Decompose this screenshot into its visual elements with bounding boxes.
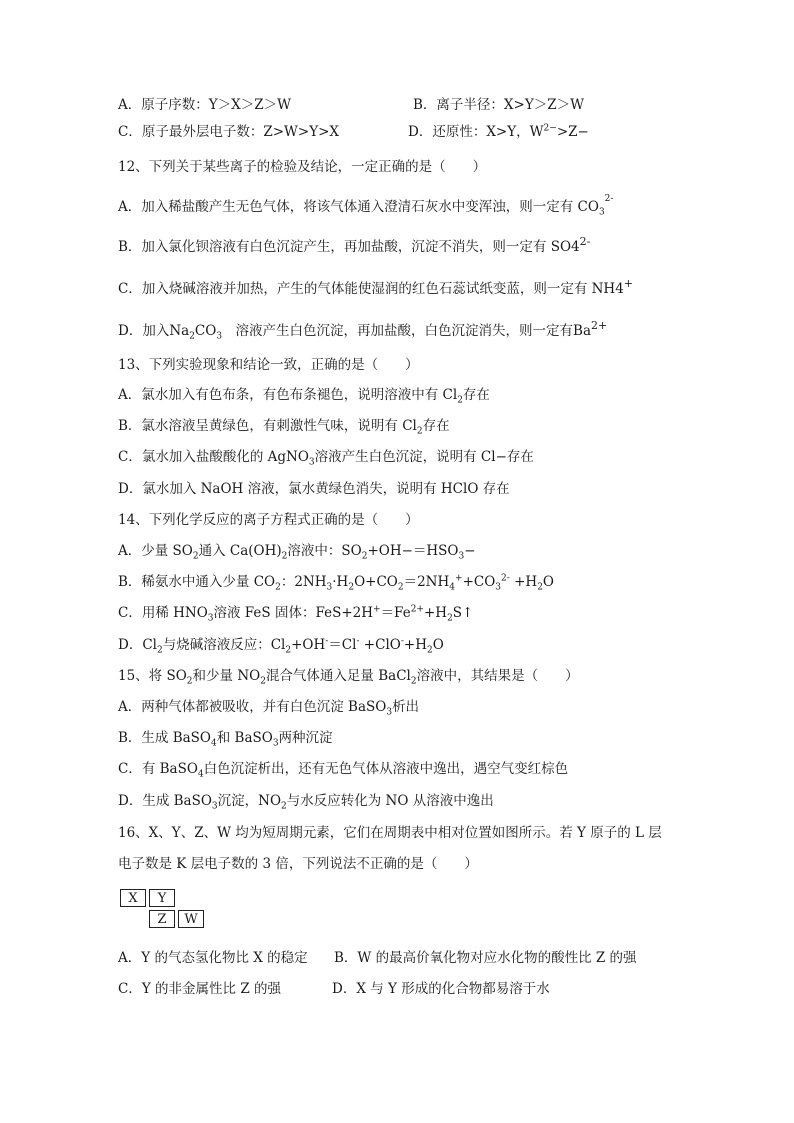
q16-option-a: A．Y 的气态氢化物比 X 的稳定 <box>118 950 308 966</box>
q13-option-d: D．氯水加入 NaOH 溶液，氯水黄绿色消失，说明有 HClO 存在 <box>118 481 510 497</box>
q15-option-a: A．两种气体都被吸收，并有白色沉淀 BaSO$_3$析出 <box>118 699 420 718</box>
q16-stem-line2: 电子数是 K 层电子数的 3 倍，下列说法不正确的是（ ） <box>118 856 478 872</box>
q15-stem: 15、将 $SO_2$和少量 $NO_2$混合气体通入足量 BaCl$_2$溶液中，其结果是（ ） <box>118 668 579 687</box>
q16-option-d: D．X 与 Y 形成的化合物都易溶于水 <box>332 981 550 997</box>
cell-x: X <box>120 889 146 907</box>
q12-option-b: B．加入氯化钡溶液有白色沉淀产生，再加盐酸，沉淀不消失，则一定有 $SO4^{2-}$ <box>118 235 591 255</box>
q12-option-d: D．加入$Na_2CO_3$ 溶液产生白色沉淀，再加盐酸，白色沉淀消失，则一定有$Ba^{2+}$ <box>118 319 608 342</box>
q13-option-b: B．氯水溶液呈黄绿色，有刺激性气味，说明有 $Cl_2$存在 <box>118 418 450 437</box>
q15-option-b: B．生成 BaSO$_4$和 BaSO$_3$两种沉淀 <box>118 730 333 749</box>
q14-stem: 14、下列化学反应的离子方程式正确的是（ ） <box>118 512 419 528</box>
q11-option-b: B．离子半径：X>Y＞Z＞W <box>413 97 585 113</box>
q14-option-d: D．$Cl_2$与烧碱溶液反应：$Cl_2+OH^-=Cl^- +ClO^-+H_2O$ <box>118 636 444 656</box>
q14-option-b: B．稀氨水中通入少量 $CO_2$：$2NH_3\cdot H_2O+CO_2=2NH_4^++CO_3^{2-} +H_2O$ <box>118 573 554 593</box>
q14-option-c: C．用稀 $HNO_3$溶液 FeS 固体：$FeS+2H^+=Fe^{2+}+H_2S↑$ <box>118 604 474 624</box>
q11-option-c: C．原子最外层电子数：Z>W>Y>X <box>118 124 340 140</box>
q12-stem: 12、下列关于某些离子的检验及结论，一定正确的是（ ） <box>118 159 487 175</box>
q15-option-d: D．生成 BaSO$_3$沉淀，$NO_2$与水反应转化为 NO 从溶液中逸出 <box>118 793 494 812</box>
q16-option-c: C．Y 的非金属性比 Z 的强 <box>118 981 281 997</box>
q15-option-c: C．有 BaSO$_4$白色沉淀析出，还有无色气体从溶液中逸出，遇空气变红棕色 <box>118 761 569 780</box>
q12-option-c: C．加入烧碱溶液并加热，产生的气体能使湿润的红色石蕊试纸变蓝，则一定有 NH4+ <box>118 277 634 297</box>
q16-stem-line1: 16、X、Y、Z、W 均为短周期元素，它们在周期表中相对位置如图所示。若 Y 原子的 L 层 <box>118 825 662 841</box>
q11-option-a: A．原子序数：Y＞X＞Z＞W <box>118 97 292 113</box>
q13-stem: 13、下列实验现象和结论一致，正确的是（ ） <box>118 357 419 373</box>
cell-z: Z <box>149 910 175 928</box>
q12-option-a: A．加入稀盐酸产生无色气体，将该气体通入澄清石灰水中变浑浊，则一定有 $CO_3^{2-}$ <box>118 194 614 218</box>
q13-option-a: A．氯水加入有色布条，有色布条褪色，说明溶液中有 $Cl_2$存在 <box>118 387 490 406</box>
q16-option-b: B．W 的最高价氧化物对应水化物的酸性比 Z 的强 <box>334 950 637 966</box>
q13-option-c: C．氯水加入盐酸酸化的 AgNO$_3$溶液产生白色沉淀，说明有 Cl−存在 <box>118 449 534 468</box>
cell-w: W <box>178 910 204 928</box>
q11-option-d: D．还原性：X>Y，$W^{2-}>Z-$ <box>408 123 589 140</box>
q14-option-a: A．少量 $SO_2$通入 $Ca(OH)_2$溶液中：$SO_2+OH-=HSO_3-$ <box>118 543 476 562</box>
cell-y: Y <box>149 889 175 907</box>
